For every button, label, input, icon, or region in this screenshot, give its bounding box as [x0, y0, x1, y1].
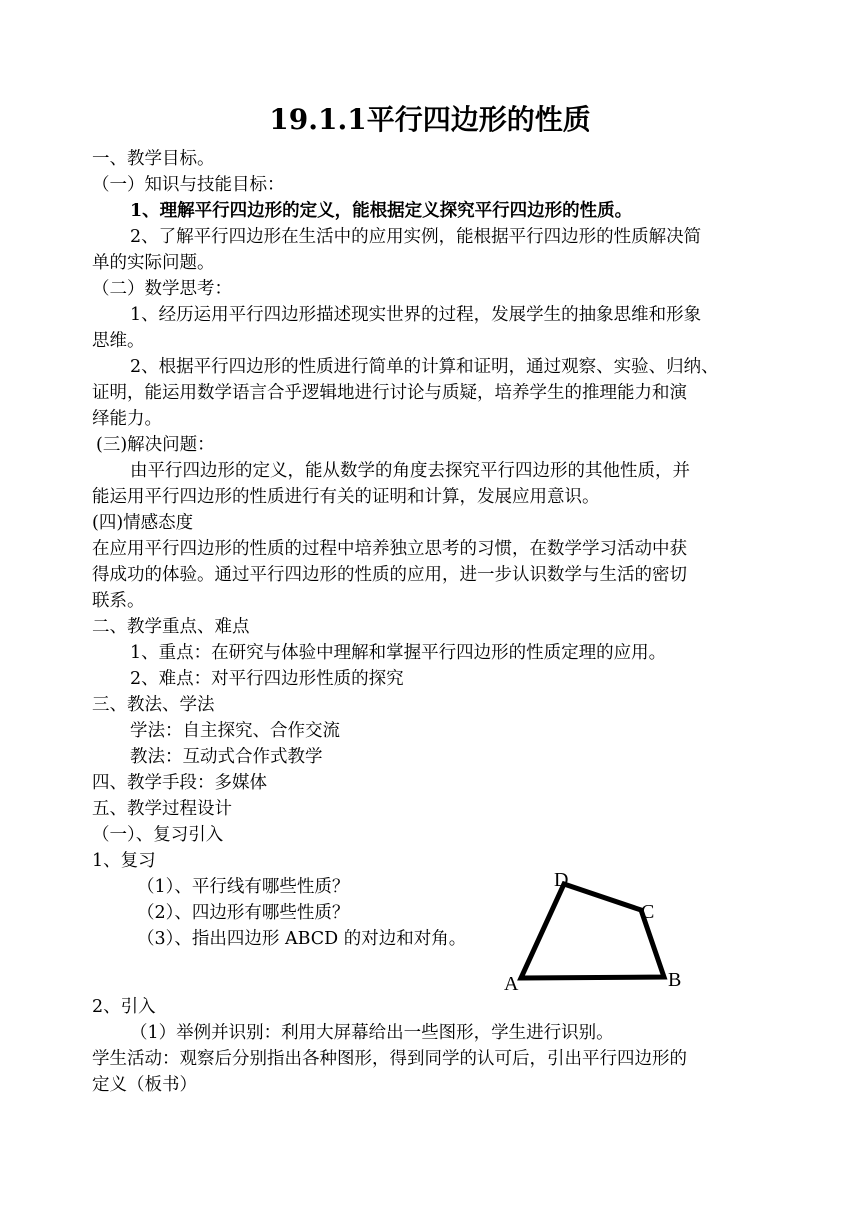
objective-item-1	[130, 198, 632, 224]
vertex-label-a: A	[504, 973, 519, 995]
difficulty-item: 2、难点：对平行四边形性质的探究	[130, 669, 404, 689]
problem-solving-line-2: 能运用平行四边形的性质进行有关的证明和计算，发展应用意识。	[92, 487, 600, 507]
attitude-line-1: 在应用平行四边形的性质的过程中培养独立思考的习惯，在数学学习活动中获	[92, 539, 687, 559]
vertex-label-c: C	[641, 901, 655, 923]
objective-item-2-line-2: 单的实际问题。	[92, 253, 215, 273]
learning-method: 学法：自主探究、合作交流	[130, 721, 340, 741]
thinking-item-1-line-2: 思维。	[92, 331, 145, 351]
objective-item-2-line-1: 2、了解平行四边形在生活中的应用实例，能根据平行四边形的性质解决简	[130, 227, 702, 247]
attitude-line-2: 得成功的体验。通过平行四边形的性质的应用，进一步认识数学与生活的密切	[92, 565, 687, 585]
part-intro-heading: 2、引入	[92, 997, 156, 1017]
student-activity-line-2: 定义（板书）	[92, 1075, 197, 1095]
subheading-knowledge-skills: （一）知识与技能目标：	[92, 175, 285, 195]
quadrilateral-abcd-shape	[521, 884, 664, 978]
vertex-label-d: D	[554, 869, 569, 891]
review-question-3: （3）、指出四边形 ABCD 的对边和对角。	[137, 929, 467, 949]
part-review-heading: 1、复习	[92, 851, 156, 871]
intro-item-1: （1）举例并识别：利用大屏幕给出一些图形，学生进行识别。	[130, 1023, 614, 1043]
review-question-1: （1）、平行线有哪些性质？	[137, 877, 350, 897]
thinking-item-2-line-3: 绎能力。	[92, 409, 162, 429]
section-heading-objectives: 一、教学目标。	[92, 149, 215, 169]
student-activity-line-1: 学生活动：观察后分别指出各种图形，得到同学的认可后，引出平行四边形的	[92, 1049, 687, 1069]
vertex-label-b: B	[668, 969, 682, 991]
subheading-math-thinking: （二）数学思考：	[92, 279, 232, 299]
page-title: 19.1.1平行四边形的性质	[269, 103, 591, 136]
quadrilateral-abcd-diagram	[500, 862, 700, 1002]
section-heading-methods: 三、教法、学法	[92, 695, 215, 715]
subheading-attitude: (四)情感态度	[92, 513, 194, 533]
teaching-method: 教法：互动式合作式教学	[130, 747, 323, 767]
thinking-item-2-line-2: 证明，能运用数学语言合乎逻辑地进行讨论与质疑，培养学生的推理能力和演	[92, 383, 687, 403]
subheading-review-intro: （一）、复习引入	[92, 825, 224, 845]
attitude-line-3: 联系。	[92, 591, 145, 611]
subheading-problem-solving: (三)解决问题：	[96, 435, 215, 455]
thinking-item-2-line-1: 2、根据平行四边形的性质进行简单的计算和证明，通过观察、实验、归纳、	[130, 357, 719, 377]
section-heading-process: 五、教学过程设计	[92, 799, 232, 819]
section-heading-key-points: 二、教学重点、难点	[92, 617, 250, 637]
key-point-item: 1、重点：在研究与体验中理解和掌握平行四边形的性质定理的应用。	[130, 643, 667, 663]
section-heading-means: 四、教学手段：多媒体	[92, 773, 267, 793]
review-question-2: （2）、四边形有哪些性质？	[137, 903, 350, 923]
objective-item-1-text: 1、理解平行四边形的定义，能根据定义探究平行四边形的性质。	[130, 201, 633, 221]
problem-solving-line-1: 由平行四边形的定义，能从数学的角度去探究平行四边形的其他性质，并	[130, 461, 690, 481]
thinking-item-1-line-1: 1、经历运用平行四边形描述现实世界的过程，发展学生的抽象思维和形象	[130, 305, 702, 325]
quadrilateral-figure	[500, 862, 700, 1002]
